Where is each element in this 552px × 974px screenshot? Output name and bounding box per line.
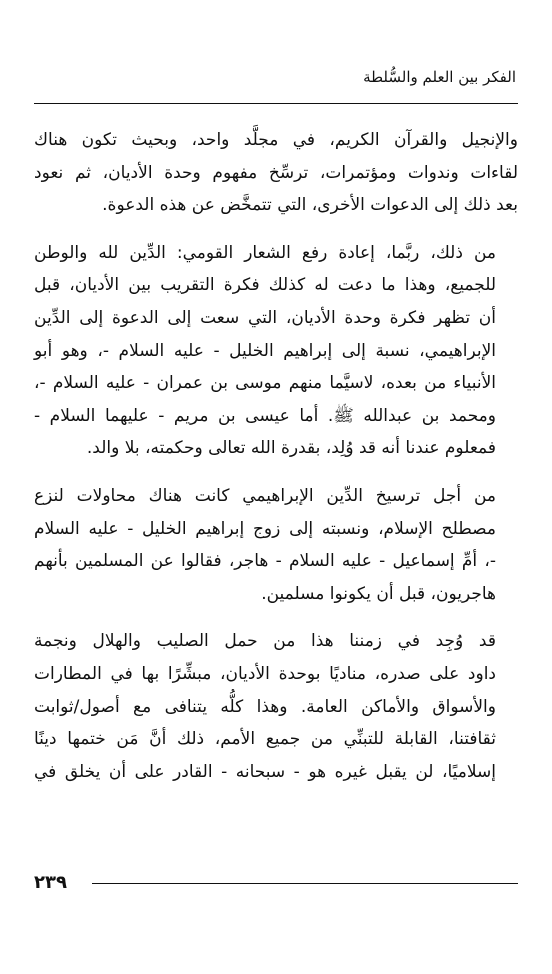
text-line: قد وُجِد في زمننا هذا من حمل الصليب والهلال ونجمة xyxy=(34,631,496,652)
text-line: -، أمِّ إسماعيل - عليه السلام - هاجر، فقالوا عن المسلمين بأنهم xyxy=(34,551,496,572)
page-footer xyxy=(34,872,518,896)
paragraph xyxy=(34,480,518,610)
text-line: إسلاميًا، لن يقبل غيره هو - سبحانه - القادر على أن يخلق في xyxy=(34,761,496,782)
text-line: ثقافتنا، القابلة للتبنِّي من جميع الأمم، ذلك أنَّ مَن ختمها دينًا xyxy=(34,729,496,750)
paragraph xyxy=(34,237,518,465)
text-line: بعد ذلك إلى الدعوات الأخرى، التي تتمخَّض عن هذه الدعوة. xyxy=(102,195,518,216)
text-line: لقاءات وندوات ومؤتمرات، ترسِّخ مفهوم وحدة الأديان، ثم نعود xyxy=(34,162,518,183)
text-line: داود على صدره، مناديًا بوحدة الأديان، مبشِّرًا بها في المطارات xyxy=(34,663,496,684)
text-line: الأنبياء من بعده، لاسيَّما منهم موسى بن عمران - عليه السلام -، xyxy=(34,373,496,394)
header-rule xyxy=(34,103,518,104)
text-line: فمعلوم عندنا أنه قد وُلِد، بقدرة الله تعالى وحكمته، بلا والد. xyxy=(86,438,496,459)
text-line: من أجل ترسيخ الدِّين الإبراهيمي كانت هناك محاولات لنزع xyxy=(34,485,496,506)
text-line: هاجريون، قبل أن يكونوا مسلمين. xyxy=(261,583,496,604)
footer-rule xyxy=(92,883,518,884)
running-header-title: الفكر بين العلم والسُّلطة xyxy=(363,68,516,86)
text-line: ومحمد بن عبدالله ﷺ. أما عيسى بن مريم - عليهما السلام - xyxy=(34,405,496,426)
page-number: ٢٣٩ xyxy=(34,872,67,893)
body-text xyxy=(34,124,518,803)
paragraph xyxy=(34,124,518,222)
paragraph xyxy=(34,625,518,788)
text-line: مصطلح الإسلام، ونسبته إلى زوج إبراهيم الخليل - عليه السلام xyxy=(34,518,496,539)
text-line: أن تظهر فكرة وحدة الأديان، التي سعت إلى الدعوة إلى الدِّين xyxy=(34,307,496,328)
text-line: الإبراهيمي، نسبة إلى إبراهيم الخليل - عليه السلام -، وهو أبو xyxy=(34,340,496,361)
text-line: والإنجيل والقرآن الكريم، في مجلَّد واحد، وبحيث تكون هناك xyxy=(34,130,518,150)
text-line: من ذلك، ربَّما، إعادة رفع الشعار القومي: الدِّين لله والوطن xyxy=(34,242,496,263)
text-line: للجميع، وهذا ما دعت له كذلك فكرة التقريب بين الأديان، قبل xyxy=(34,275,496,296)
text-line: والأسواق والأماكن العامة. وهذا كلُّه يتنافى مع أصول/ثوابت xyxy=(34,696,496,717)
